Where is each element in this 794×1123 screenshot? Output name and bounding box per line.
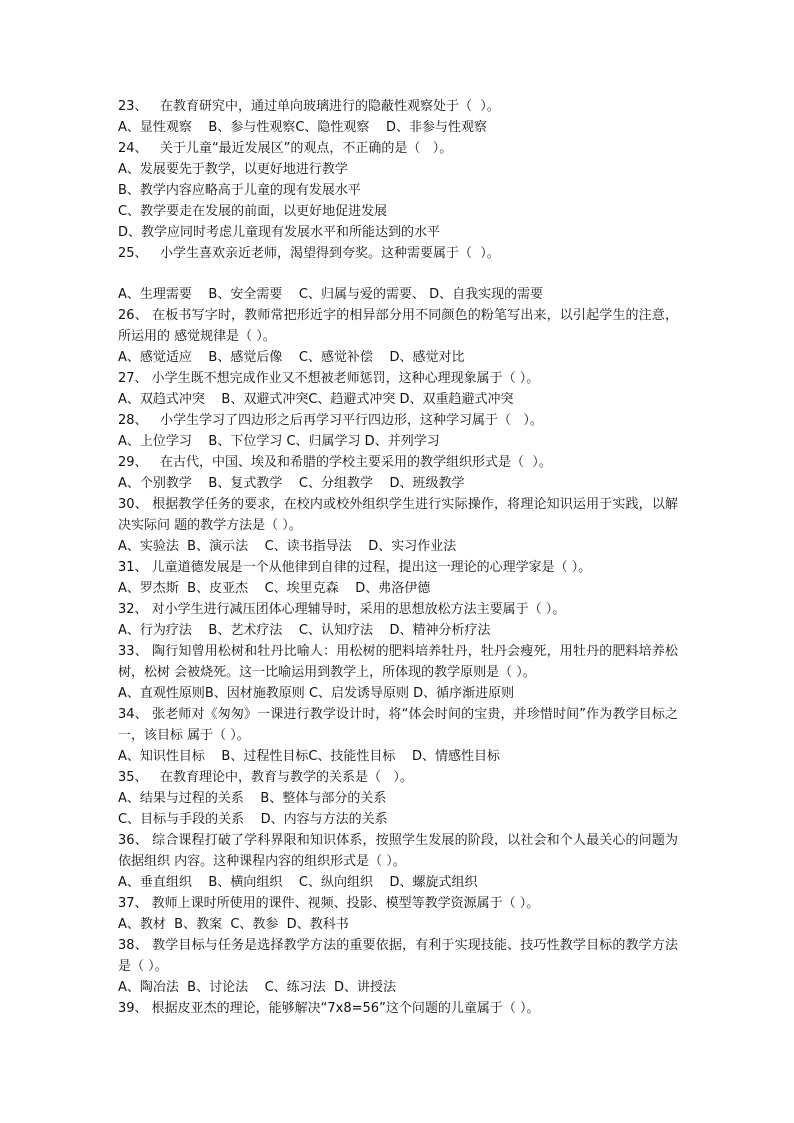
question-block [118, 243, 678, 305]
answer-options: A、罗杰斯 B、皮亚杰 C、埃里克森 D、弗洛伊德 [118, 581, 431, 596]
answer-options: A、知识性目标 B、过程性目标C、技能性目标 D、情感性目标 [118, 749, 500, 764]
answer-options: C、目标与手段的关系 D、内容与方法的关系 [118, 812, 388, 827]
question-block [118, 452, 678, 494]
question-stem: 23、 在教育研究中，通过单向玻璃进行的隐蔽性观察处于（ ）。 [118, 99, 500, 114]
question-block [118, 935, 678, 998]
question-block [118, 138, 678, 243]
question-stem: 32、 对小学生进行减压团体心理辅导时，采用的思想放松方法主要属于（ ）。 [118, 602, 566, 617]
answer-options: A、行为疗法 B、艺术疗法 C、认知疗法 D、精神分析疗法 [118, 623, 491, 638]
answer-options: B、教学内容应略高于儿童的现有发展水平 [118, 183, 361, 198]
question-stem: 29、 在古代，中国、埃及和希腊的学校主要采用的教学组织形式是（ ）。 [118, 455, 552, 470]
question-block [118, 767, 678, 830]
question-block [118, 368, 678, 410]
answer-options: A、直观性原则B、因材施教原则 C、启发诱导原则 D、循序渐进原则 [118, 686, 515, 701]
question-stem: 37、 教师上课时所使用的课件、视频、投影、模型等教学资源属于（ ）。 [118, 896, 540, 911]
question-block [118, 830, 678, 893]
answer-options: A、结果与过程的关系 B、整体与部分的关系 [118, 791, 387, 806]
question-stem: 24、 关于儿童“最近发展区”的观点，不正确的是（ ）。 [118, 141, 453, 156]
question-block [118, 557, 678, 599]
answer-options: C、教学要走在发展的前面，以更好地促进发展 [118, 204, 388, 219]
question-block [118, 599, 678, 641]
question-block [118, 494, 678, 557]
question-stem: 36、 综合课程打破了学科界限和知识体系，按照学生发展的阶段，以社会和个人最关心的问题为依据组织 内容。这种课程内容的组织形式是（ ）。 [118, 833, 678, 869]
exam-page [118, 96, 678, 1019]
question-block [118, 410, 678, 452]
question-block [118, 305, 678, 368]
question-stem: 25、 小学生喜欢亲近老师，渴望得到夸奖。这种需要属于（ ）。 [118, 246, 500, 261]
question-stem: 39、 根据皮亚杰的理论，能够解决“7x8=56”这个问题的儿童属于（ ）。 [118, 1001, 540, 1016]
question-stem: 30、 根据教学任务的要求，在校内或校外组织学生进行实际操作，将理论知识运用于实践，以解决实际问 题的教学方法是（ ）。 [118, 497, 678, 533]
question-stem: 35、 在教育理论中，教育与教学的关系是（ ）。 [118, 770, 413, 785]
question-stem: 34、 张老师对《匆匆》一课进行教学设计时，将“体会时间的宝贵，并珍惜时间”作为教学目标之一，该目标 属于（ ）。 [118, 707, 678, 743]
question-stem: 26、 在板书写字时，教师常把形近字的相异部分用不同颜色的粉笔写出来，以引起学生的注意，所运用的 感觉规律是（ ）。 [118, 308, 678, 344]
answer-options: A、上位学习 B、下位学习 C、归属学习 D、并列学习 [118, 434, 440, 449]
answer-options: A、垂直组织 B、横向组织 C、纵向组织 D、螺旋式组织 [118, 875, 478, 890]
question-block [118, 704, 678, 767]
question-block [118, 893, 678, 935]
answer-options: A、显性观察 B、参与性观察C、隐性观察 D、非参与性观察 [118, 120, 487, 135]
question-block [118, 96, 678, 138]
question-stem: 38、 教学目标与任务是选择教学方法的重要依据，有利于实现技能、技巧性教学目标的教学方法是（ ）。 [118, 938, 678, 974]
spacer [118, 264, 678, 284]
question-stem: 27、 小学生既不想完成作业又不想被老师惩罚，这种心理现象属于（ ）。 [118, 371, 540, 386]
answer-options: A、感觉适应 B、感觉后像 C、感觉补偿 D、感觉对比 [118, 350, 465, 365]
answer-options: A、发展要先于教学，以更好地进行教学 [118, 162, 348, 177]
question-block [118, 998, 678, 1019]
answer-options: A、教材 B、教案 C、教参 D、教科书 [118, 917, 349, 932]
question-stem: 31、 儿童道德发展是一个从他律到自律的过程，提出这一理论的心理学家是（ ）。 [118, 560, 592, 575]
question-block [118, 641, 678, 704]
answer-options: A、实验法 B、演示法 C、读书指导法 D、实习作业法 [118, 539, 457, 554]
answer-options: A、生理需要 B、安全需要 C、归属与爱的需要、 D、自我实现的需要 [118, 287, 544, 302]
answer-options: A、陶冶法 B、讨论法 C、练习法 D、讲授法 [118, 980, 396, 995]
question-stem: 33、 陶行知曾用松树和牡丹比喻人：用松树的肥料培养牡丹，牡丹会瘦死，用牡丹的肥料培养松树，松树 会被烧死。这一比喻运用到教学上，所体现的教学原则是（ ）。 [118, 644, 678, 680]
answer-options: A、双趋式冲突 B、双避式冲突C、趋避式冲突 D、双重趋避式冲突 [118, 392, 514, 407]
answer-options: D、教学应同时考虑儿童现有发展水平和所能达到的水平 [118, 225, 441, 240]
question-stem: 28、 小学生学习了四边形之后再学习平行四边形，这种学习属于（ ）。 [118, 413, 543, 428]
answer-options: A、个别教学 B、复式教学 C、分组教学 D、班级教学 [118, 476, 465, 491]
